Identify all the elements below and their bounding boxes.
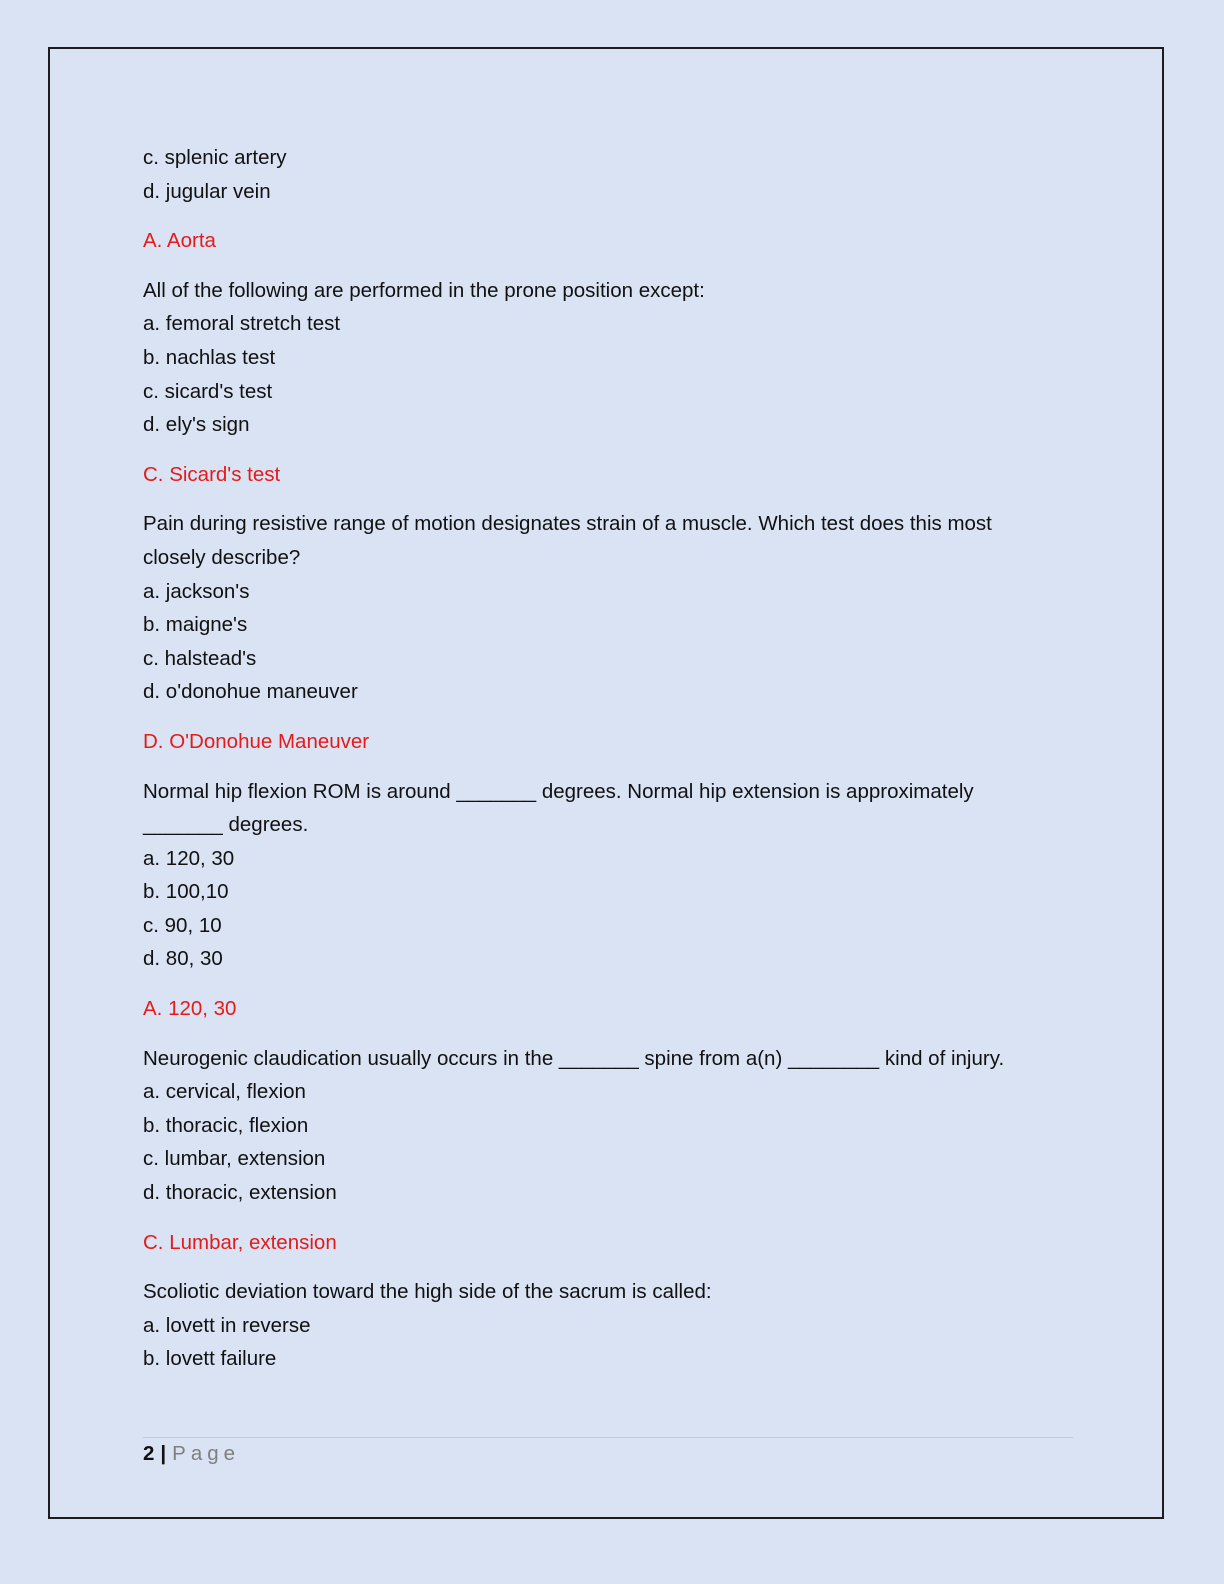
option-line: d. o'donohue maneuver: [143, 680, 358, 704]
footer-separator: |: [160, 1442, 167, 1465]
option-line: d. jugular vein: [143, 179, 271, 203]
paragraph-gap: [143, 258, 1073, 274]
option-line: a. femoral stretch test: [143, 312, 341, 336]
question-line: Neurogenic claudication usually occurs in the _______ spine from a(n) ________ kind of injury.: [143, 1046, 1005, 1070]
question-line: Scoliotic deviation toward the high side of the sacrum is called:: [143, 1280, 712, 1304]
page-number: 2: [143, 1442, 155, 1465]
answer-line: A. 120, 30: [143, 997, 237, 1021]
option-line: d. 80, 30: [143, 947, 223, 971]
question-line: Pain during resistive range of motion designates strain of a muscle. Which test does this most: [143, 512, 992, 536]
paragraph-gap: [143, 709, 1073, 725]
option-line: b. nachlas test: [143, 345, 276, 369]
option-line: c. halstead's: [143, 646, 257, 670]
question-line: All of the following are performed in the prone position except:: [143, 278, 705, 302]
option-line: a. lovett in reverse: [143, 1313, 311, 1337]
option-line: b. lovett failure: [143, 1347, 277, 1371]
paragraph-gap: [143, 759, 1073, 775]
page-footer: [143, 1439, 240, 1469]
answer-line: A. Aorta: [143, 229, 216, 253]
question-line: Normal hip flexion ROM is around _______ degrees. Normal hip extension is approximately: [143, 779, 974, 803]
option-line: c. splenic artery: [143, 146, 287, 169]
question-line: closely describe?: [143, 545, 301, 569]
paragraph-gap: [143, 1026, 1073, 1042]
paragraph-gap: [143, 976, 1073, 992]
paragraph-gap: [143, 442, 1073, 458]
option-line: b. 100,10: [143, 880, 229, 904]
question-line: _______ degrees.: [143, 813, 309, 837]
option-line: d. ely's sign: [143, 413, 250, 437]
option-line: d. thoracic, extension: [143, 1181, 337, 1205]
option-line: a. 120, 30: [143, 846, 235, 870]
option-line: b. thoracic, flexion: [143, 1113, 309, 1137]
paragraph-gap: [143, 1210, 1073, 1226]
paragraph-gap: [143, 208, 1073, 224]
paragraph-gap: [143, 1259, 1073, 1275]
option-line: c. sicard's test: [143, 379, 273, 403]
option-line: b. maigne's: [143, 613, 248, 637]
option-line: c. lumbar, extension: [143, 1147, 326, 1171]
page-label: Page: [172, 1442, 241, 1465]
paragraph-gap: [143, 491, 1073, 507]
answer-line: D. O'Donohue Maneuver: [143, 729, 370, 753]
option-line: a. cervical, flexion: [143, 1080, 306, 1104]
option-line: c. 90, 10: [143, 913, 222, 937]
answer-line: C. Lumbar, extension: [143, 1230, 337, 1254]
document-body: [143, 141, 1073, 1376]
option-line: a. jackson's: [143, 579, 250, 603]
answer-line: C. Sicard's test: [143, 462, 281, 486]
footer-divider: [143, 1437, 1073, 1438]
